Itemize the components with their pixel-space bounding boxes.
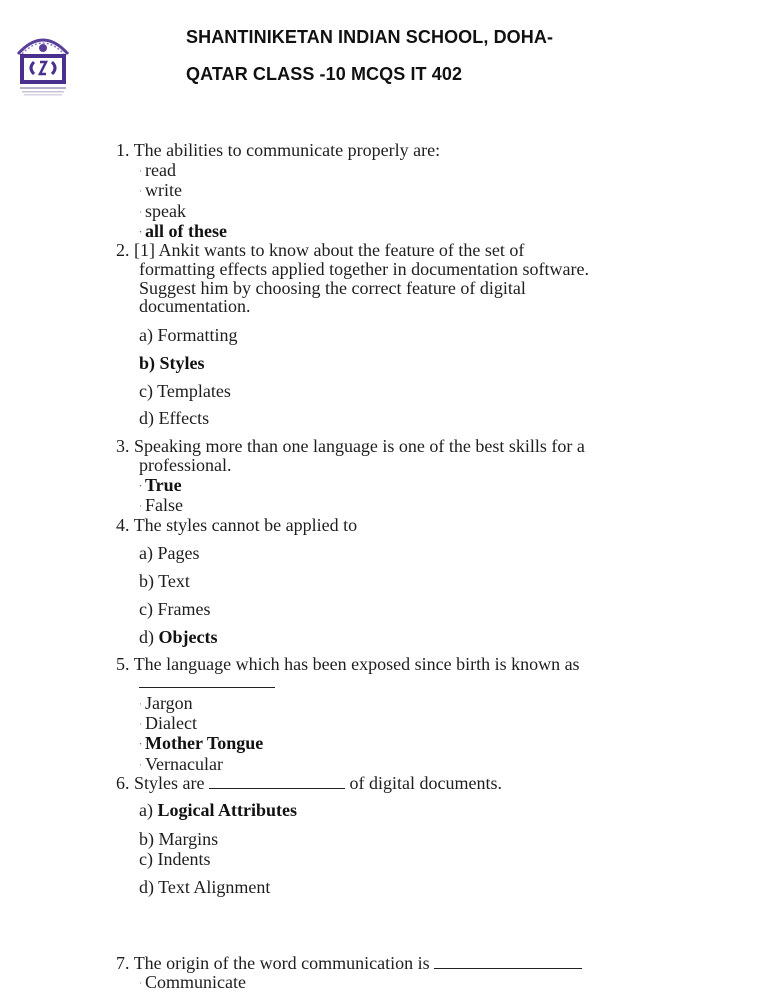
question-number: 3. <box>116 436 130 456</box>
question-text: The abilities to communicate properly are: <box>133 140 441 160</box>
bullet-icon: · <box>139 699 142 709</box>
bullet-icon: · <box>139 719 142 729</box>
bullet-icon: · <box>139 481 143 491</box>
question-4 <box>116 515 357 535</box>
option: a) Pages <box>139 543 200 563</box>
question-text: of digital documents. <box>349 773 502 793</box>
bullet-icon: · <box>139 227 143 237</box>
question-2 <box>116 240 524 260</box>
question-text: The styles cannot be applied to <box>133 515 358 535</box>
answer-blank <box>434 954 582 969</box>
question-text-line: professional. <box>139 455 232 475</box>
correct-option: Objects <box>158 627 218 647</box>
question-text-line: documentation. <box>139 296 251 316</box>
correct-option: · True <box>139 475 182 495</box>
bullet-icon: · <box>139 501 142 511</box>
option: · Communicate <box>139 972 246 992</box>
header-line-1: SHANTINIKETAN INDIAN SCHOOL, DOHA- <box>186 27 554 47</box>
option: · speak <box>139 201 186 221</box>
correct-option: · Mother Tongue <box>139 733 264 753</box>
option: · Jargon <box>139 693 193 713</box>
option: b) Text <box>139 571 190 591</box>
option: d) Text Alignment <box>139 877 271 897</box>
correct-option: b) Styles <box>139 353 205 373</box>
option: · write <box>139 180 182 200</box>
option: c) Frames <box>139 599 211 619</box>
question-text: [1] Ankit wants to know about the feature of the set of <box>134 240 525 260</box>
option: b) Margins <box>139 829 219 849</box>
bullet-icon: · <box>139 207 142 217</box>
question-number: 4. <box>116 515 130 535</box>
question-number: 5. <box>116 654 130 674</box>
question-text: The origin of the word communication is <box>133 953 430 973</box>
bullet-icon: · <box>139 186 142 196</box>
question-number: 1. <box>116 140 130 160</box>
option: c) Templates <box>139 381 231 401</box>
option: c) Indents <box>139 849 211 869</box>
option: d) Effects <box>139 408 210 428</box>
correct-option: Logical Attributes <box>157 800 297 820</box>
question-5 <box>116 654 580 674</box>
option: · Vernacular <box>139 754 223 774</box>
bullet-icon: · <box>139 166 142 176</box>
question-1 <box>116 140 440 160</box>
question-7 <box>116 953 582 973</box>
question-number: 7. <box>116 953 130 973</box>
question-text: The language which has been exposed since birth is known as <box>133 654 580 674</box>
bullet-icon: · <box>139 760 142 770</box>
school-logo <box>12 28 74 98</box>
option: d) Objects <box>139 627 218 647</box>
option: · read <box>139 160 176 180</box>
answer-blank <box>209 774 345 789</box>
option: · Dialect <box>139 713 197 733</box>
answer-blank <box>139 672 275 692</box>
question-text: Styles are <box>134 773 205 793</box>
option: · False <box>139 495 183 515</box>
correct-option: · all of these <box>139 221 227 241</box>
bullet-icon: · <box>139 739 143 749</box>
question-text-line: Suggest him by choosing the correct feature of digital <box>139 278 526 298</box>
question-number: 2. <box>116 240 130 260</box>
question-6 <box>116 773 502 793</box>
question-3 <box>116 436 585 456</box>
header-line-2: QATAR CLASS -10 MCQS IT 402 <box>186 64 463 84</box>
question-number: 6. <box>116 773 130 793</box>
bullet-icon: · <box>139 978 142 988</box>
question-text: Speaking more than one language is one of the best skills for a <box>134 436 585 456</box>
option: a) Formatting <box>139 325 238 345</box>
question-text-line: formatting effects applied together in documentation software. <box>139 259 590 279</box>
option: a) Logical Attributes <box>139 800 297 820</box>
